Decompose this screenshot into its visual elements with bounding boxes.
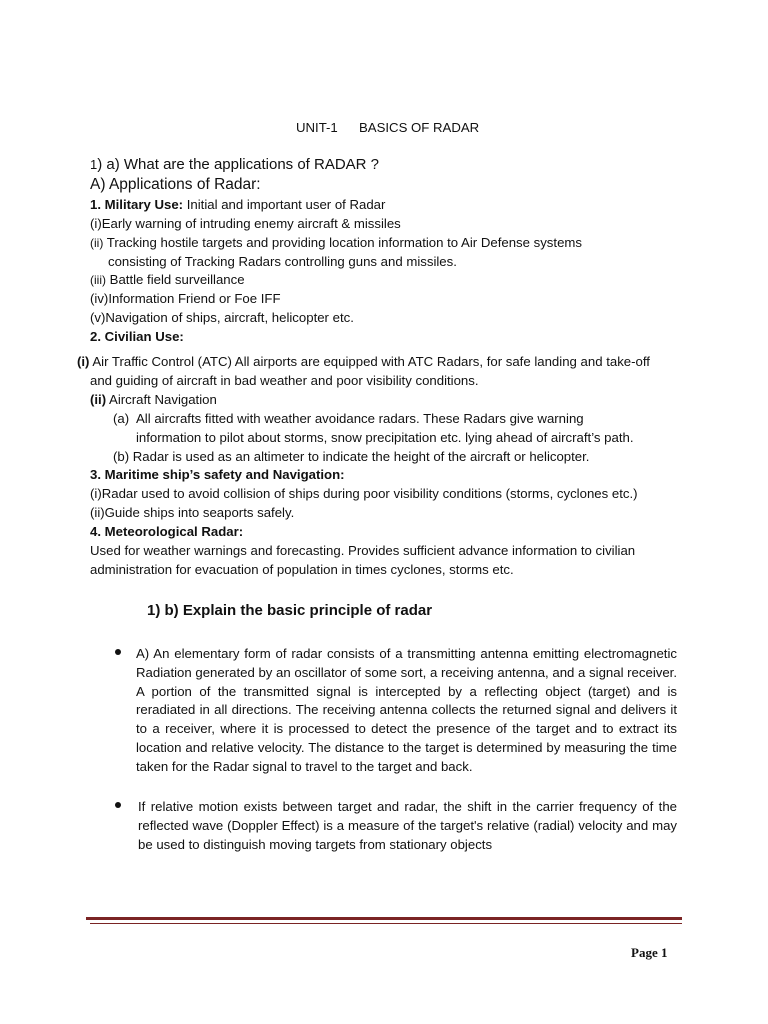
military-heading-bold: 1. Military Use: — [90, 197, 184, 212]
atc-text: Air Traffic Control (ATC) All airports are equipped with ATC Radars, for safe landing and take-off — [89, 354, 650, 369]
answer-a-heading: A) Applications of Radar: — [90, 176, 261, 193]
nav-a-line-2: information to pilot about storms, snow precipitation etc. lying ahead of aircraft’s path. — [136, 430, 634, 445]
aircraft-navigation — [90, 392, 217, 407]
military-item-5 — [90, 310, 354, 325]
civilian-heading: 2. Civilian Use: — [90, 329, 184, 344]
military-heading — [90, 197, 385, 212]
military-item-text: Navigation of ships, aircraft, helicopter etc. — [105, 310, 354, 325]
nav-b: (b) Radar is used as an altimeter to indicate the height of the aircraft or helicopter. — [113, 449, 590, 464]
military-item-marker: (i) — [90, 216, 102, 231]
question-1a — [90, 156, 379, 173]
footer-rule-thick — [86, 917, 682, 920]
question-number: 1 — [90, 157, 98, 172]
nav-text: Aircraft Navigation — [106, 392, 217, 407]
atc-line-1 — [77, 354, 650, 369]
atc-marker: (i) — [77, 354, 90, 369]
military-item-4 — [90, 291, 281, 306]
page-number: Page 1 — [631, 945, 668, 960]
military-item-text: Battle field surveillance — [106, 272, 245, 287]
maritime-item-1: (i)Radar used to avoid collision of ships during poor visibility conditions (storms, cyclones etc.) — [90, 486, 638, 501]
military-item-2-cont: consisting of Tracking Radars controlling guns and missiles. — [108, 254, 457, 269]
military-item-text: Early warning of intruding enemy aircraft & missiles — [101, 216, 401, 231]
bullet-dot-icon — [115, 802, 121, 808]
military-item-marker: (iii) — [90, 273, 106, 287]
nav-a-line-1: All aircrafts fitted with weather avoidance radars. These Radars give warning — [136, 411, 584, 426]
unit-label: UNIT-1 — [296, 120, 338, 135]
military-heading-rest: Initial and important user of Radar — [183, 197, 386, 212]
military-item-text: Information Friend or Foe IFF — [108, 291, 281, 306]
military-item-marker: (ii) — [90, 236, 104, 250]
military-item-marker: (v) — [90, 310, 106, 325]
meteorological-heading: 4. Meteorological Radar: — [90, 524, 244, 539]
military-item-1 — [90, 216, 401, 231]
meteorological-line-1: Used for weather warnings and forecasting. Provides sufficient advance information to civilian — [90, 543, 636, 558]
military-item-3 — [90, 272, 245, 287]
principle-bullet-1: A) An elementary form of radar consists of a transmitting antenna emitting electromagnetic Radiation generated by an oscillator of some sort, a receiving antenna, and a signal receiver. A portion of the transmitted signal is intercepted by a reflecting object (target) and is reradiated in all directions. The receiving antenna collects the returned signal and delivers it to a receiver, where it is processed to detect the presence of the target and to extract its location and relative velocity. The distance to the target is determined by measuring the time taken for the Radar signal to travel to the target and back. — [136, 646, 678, 774]
meteorological-line-2: administration for evacuation of population in times cyclones, storms etc. — [90, 562, 514, 577]
nav-marker: (ii) — [90, 392, 107, 407]
bullet-dot-icon — [115, 649, 121, 655]
military-item-text: Tracking hostile targets and providing location information to Air Defense systems — [103, 235, 582, 250]
nav-a-marker: (a) — [113, 411, 130, 426]
footer-rule-thin — [90, 923, 682, 924]
atc-line-2: and guiding of aircraft in bad weather and poor visibility conditions. — [90, 373, 479, 388]
unit-title: BASICS OF RADAR — [359, 120, 480, 135]
question-1b: 1) b) Explain the basic principle of radar — [147, 602, 433, 619]
military-item-2 — [90, 235, 582, 250]
maritime-heading: 3. Maritime ship’s safety and Navigation: — [90, 467, 345, 482]
principle-bullet-2: If relative motion exists between target and radar, the shift in the carrier frequency of the reflected wave (Doppler Effect) is a measure of the target's relative (radial) velocity and may be used to distinguish moving targets from stationary objects — [138, 799, 677, 852]
maritime-item-2: (ii)Guide ships into seaports safely. — [90, 505, 295, 520]
military-item-marker: (iv) — [90, 291, 109, 306]
question-text: ) a) What are the applications of RADAR ? — [97, 156, 380, 173]
